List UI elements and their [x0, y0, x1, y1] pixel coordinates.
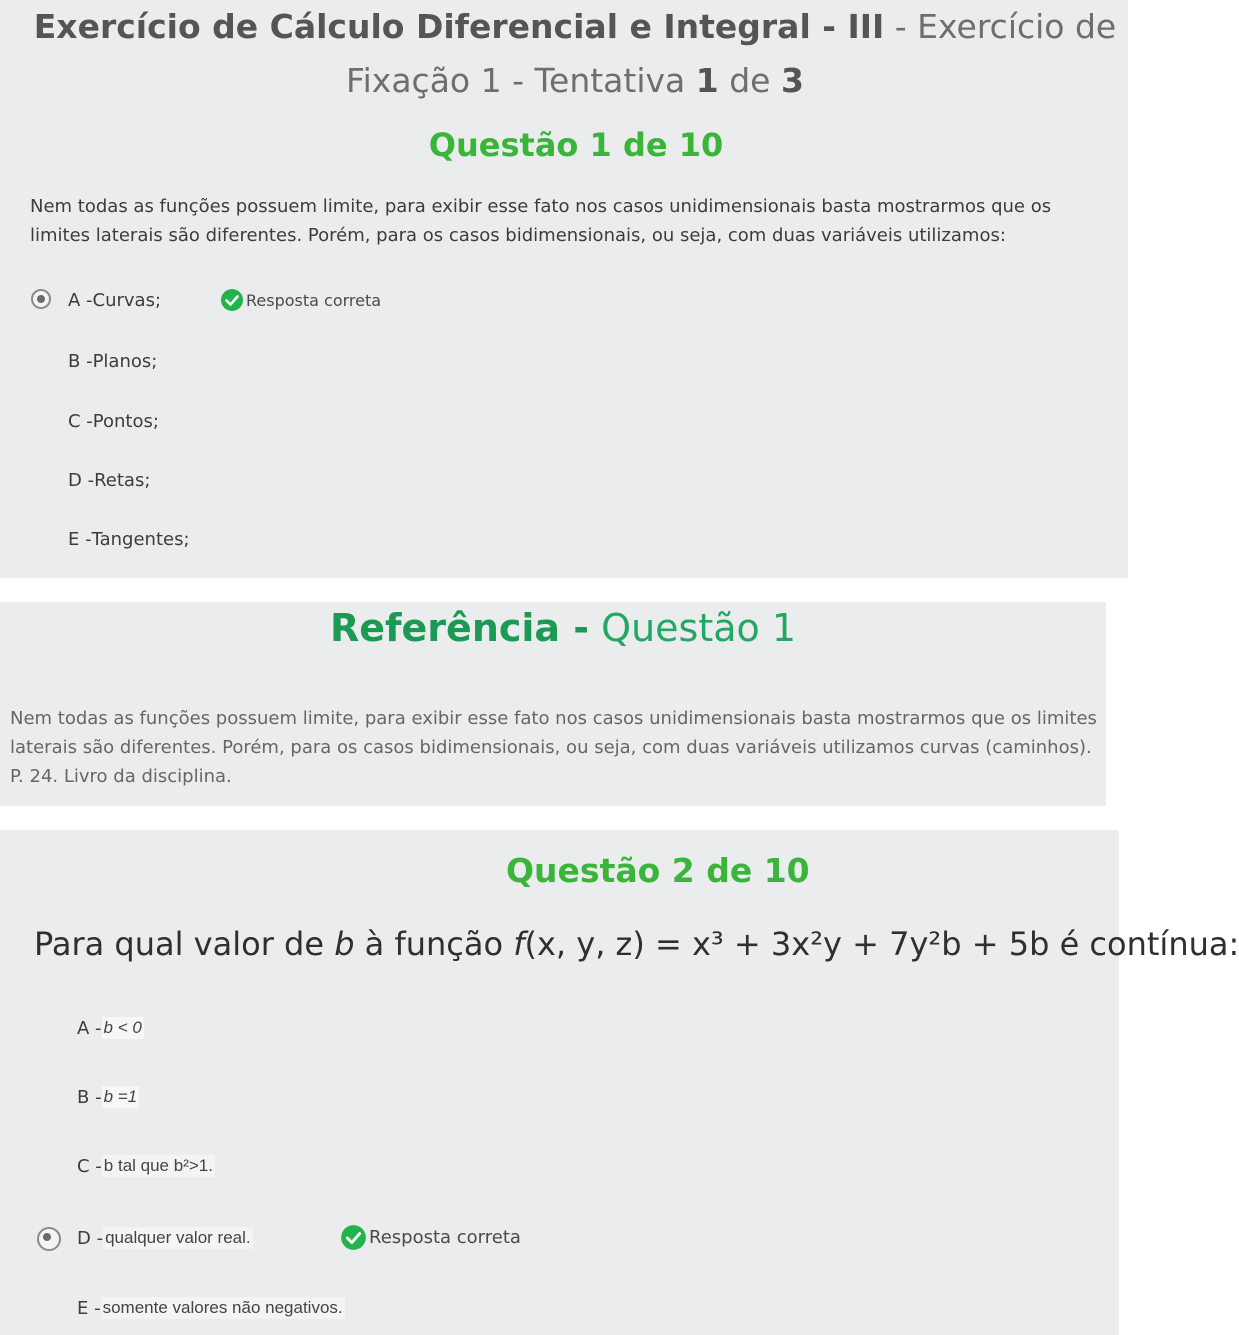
exam-title — [0, 0, 1150, 108]
option-letter: E - — [68, 528, 92, 550]
question-2-heading: Questão 2 de 10 — [506, 851, 810, 890]
question-1-option-a[interactable] — [68, 286, 161, 314]
option-letter: C - — [77, 1155, 102, 1177]
question-1-heading: Questão 1 de 10 — [428, 126, 724, 164]
exam-title-suffix: - Exercício de — [884, 7, 1117, 46]
question-2-option-a[interactable] — [77, 1014, 144, 1042]
option-letter: B - — [68, 350, 93, 372]
option-letter: B - — [77, 1086, 102, 1108]
reference-text: Nem todas as funções possuem limite, para exibir esse fato nos casos unidimensionais basta mostrarmos que os limites laterais são diferentes. Porém, para os casos bidimensionais, ou seja, com duas variáveis utilizamos curvas (caminhos). P. 24. Livro da disciplina. — [10, 708, 1097, 787]
option-value: b tal que b²>1. — [103, 1156, 213, 1175]
option-letter: D - — [77, 1227, 104, 1249]
feedback-text: Resposta correta — [369, 1227, 521, 1248]
question-1-option-e[interactable] — [68, 525, 190, 553]
question-2-option-b[interactable] — [77, 1083, 139, 1111]
check-circle-icon — [340, 1224, 367, 1251]
exam-title-line-1 — [0, 0, 1150, 54]
reference-panel — [0, 602, 1106, 806]
reference-heading-question: Questão 1 — [589, 606, 797, 650]
variable-b: b — [334, 925, 355, 963]
question-2-panel — [0, 830, 1239, 1335]
question-2-text-part-2: à função — [354, 925, 514, 963]
reference-heading-label: Referência - — [329, 606, 590, 650]
option-value: Pontos; — [92, 410, 159, 432]
question-1-text: Nem todas as funções possuem limite, para exibir esse fato nos casos unidimensionais basta mostrarmos que os limites laterais são diferentes. Porém, para os casos bidimensionais, ou seja, com duas variáveis utilizamos: — [30, 196, 1052, 246]
question-1-option-b[interactable] — [68, 347, 157, 375]
option-value: Curvas; — [92, 289, 162, 311]
option-value: b < 0 — [103, 1018, 142, 1037]
option-value: Planos; — [92, 350, 158, 372]
attempt-separator: de — [718, 61, 781, 100]
question-2-option-c[interactable] — [77, 1152, 215, 1180]
exam-title-attempt-prefix: Fixação 1 - Tentativa — [346, 61, 696, 100]
option-letter: D - — [68, 469, 95, 491]
function-f: f — [513, 925, 525, 963]
option-value: qualquer valor real. — [105, 1228, 251, 1247]
attempt-total: 3 — [780, 61, 804, 100]
option-value: somente valores não negativos. — [102, 1298, 343, 1317]
exam-title-line-2 — [0, 54, 1150, 108]
option-letter: A - — [68, 289, 93, 311]
option-letter: E - — [77, 1297, 101, 1319]
check-circle-icon — [220, 288, 244, 312]
question-1-feedback — [220, 288, 381, 312]
question-1-panel — [0, 0, 1128, 578]
option-value: b =1 — [103, 1087, 138, 1106]
question-1-option-d[interactable] — [68, 466, 150, 494]
question-1-option-c[interactable] — [68, 407, 159, 435]
question-2-option-d[interactable] — [77, 1224, 253, 1252]
question-1-option-a-radio[interactable] — [31, 289, 51, 309]
question-2-option-e[interactable] — [77, 1294, 345, 1322]
option-letter: C - — [68, 410, 93, 432]
feedback-text: Resposta correta — [246, 290, 382, 310]
question-2-feedback — [340, 1224, 521, 1251]
question-2-text-part-3: (x, y, z) = x³ + 3x²y + 7y²b + 5b é contínua: — [524, 925, 1239, 963]
question-2-option-d-radio[interactable] — [37, 1227, 61, 1251]
exam-title-course: Exercício de Cálculo Diferencial e Integral - III — [33, 7, 885, 46]
option-value: Tangentes; — [91, 528, 190, 550]
option-value: Retas; — [94, 469, 151, 491]
attempt-current: 1 — [695, 61, 719, 100]
question-2-text — [34, 922, 1239, 966]
option-letter: A - — [77, 1017, 102, 1039]
reference-heading — [0, 604, 1126, 652]
question-2-text-part-1: Para qual valor de — [34, 925, 335, 963]
